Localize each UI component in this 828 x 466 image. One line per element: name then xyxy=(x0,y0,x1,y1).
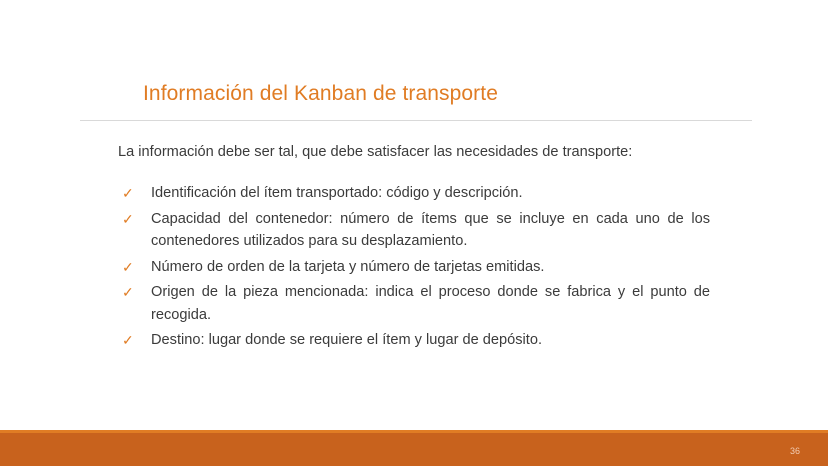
page-title: Información del Kanban de transporte xyxy=(143,82,498,105)
list-item xyxy=(118,329,710,352)
list-item xyxy=(118,208,710,253)
list-item-text: Origen de la pieza mencionada: indica el proceso donde se fabrica y el punto de recogida. xyxy=(151,284,710,323)
list-item xyxy=(118,256,710,279)
check-icon: ✓ xyxy=(122,284,134,300)
check-icon: ✓ xyxy=(122,210,134,227)
list-item-text: Identificación del ítem transportado: código y descripción. xyxy=(151,185,523,201)
list-item xyxy=(118,182,710,205)
check-icon: ✓ xyxy=(122,258,134,275)
list-item-text: Destino: lugar donde se requiere el ítem y lugar de depósito. xyxy=(151,332,543,348)
slide-number: 36 xyxy=(789,446,800,456)
slide-body xyxy=(118,140,710,355)
check-icon: ✓ xyxy=(122,185,134,201)
bullet-list xyxy=(118,182,710,352)
list-item-text: Número de orden de la tarjeta y número de tarjetas emitidas. xyxy=(151,258,545,275)
footer-bar xyxy=(0,433,828,466)
title-divider xyxy=(80,120,752,121)
check-icon: ✓ xyxy=(122,332,134,348)
list-item-text: Capacidad del contenedor: número de ítems que se incluye en cada uno de los contenedores utilizados para su desplazamiento. xyxy=(151,210,710,249)
list-item xyxy=(118,281,710,326)
intro-paragraph: La información debe ser tal, que debe satisfacer las necesidades de transporte: xyxy=(118,144,633,160)
